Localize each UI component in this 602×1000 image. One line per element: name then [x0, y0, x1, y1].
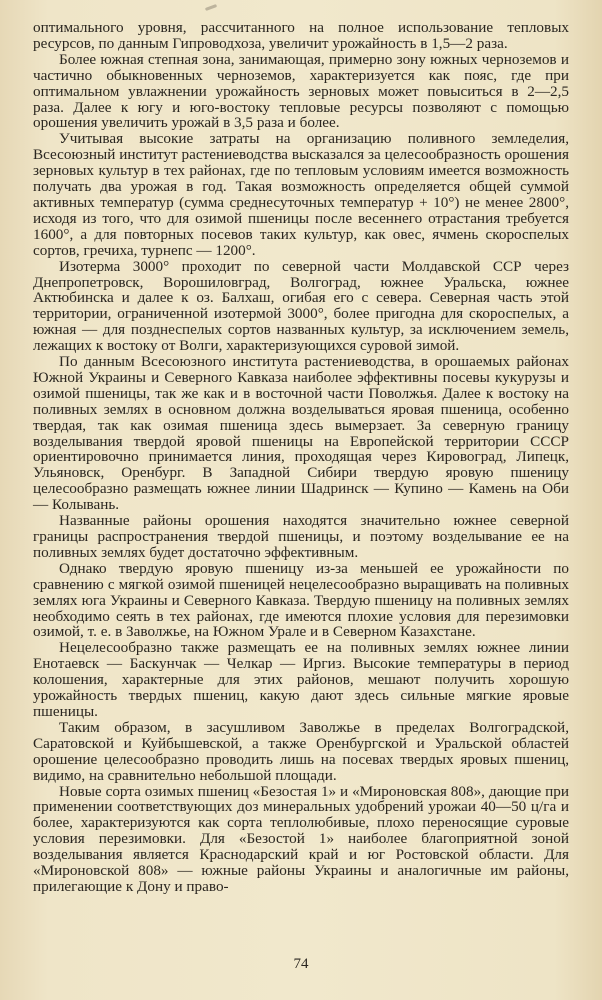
- paragraph-1: оптимального уровня, рассчитанного на полное использование тепловых ресурсов, по данным Гипроводхоза, увеличит урожайность в 1,5—2 раза.: [33, 19, 569, 52]
- paragraph-8: Нецелесообразно также размещать ее на поливных землях южнее линии Енотаевск — Баскунчак — Челкар — Иргиз. Высокие температуры в период колошения, характерные для этих районов, мешают получить хорошую урожайность твердых пшениц, какую дают здесь сильные мягкие яровые пшеницы.: [33, 639, 569, 720]
- paragraph-3: Учитывая высокие затраты на организацию поливного земледелия, Всесоюзный институт растениеводства высказался за целесообразность орошения зерновых культур в тех районах, где по тепловым условиям имеется возможность получать два урожая в год. Такая возможность определяется общей суммой активных температур (сумма среднесуточных температур + 10°) не менее 2800°, исходя из того, что для озимой пшеницы после весеннего отрастания требуется 1600°, а для повторных посевов таких культур, как овес, ячмень скороспелых сортов, гречиха, турнепс — 1200°.: [33, 130, 569, 259]
- page-number: 74: [293, 956, 309, 972]
- paragraph-10: Новые сорта озимых пшениц «Безостая 1» и «Мироновская 808», дающие при применении соответствующих доз минеральных удобрений урожаи 40—50 ц/га и более, характеризуются как сорта теплолюбивые, плохо переносящие суровые условия перезимовки. Для «Безостой 1» наиболее благоприятной зоной возделывания является Краснодарский край и юг Ростовской области. Для «Мироновской 808» — южные районы Украины и аналогичные им районы, прилегающие к Дону и право-: [33, 782, 569, 895]
- ink-smudge: [205, 4, 217, 11]
- paragraph-7: Однако твердую яровую пшеницу из-за меньшей ее урожайности по сравнению с мягкой озимой пшеницей нецелесообразно выращивать на поливных землях юга Украины и Северного Кавказа. Твердую пшеницу на поливных землях необходимо сеять в тех районах, где имеются плохие условия для перезимовки озимой, т. е. в Заволжье, на Южном Урале и в Северном Казахстане.: [33, 559, 569, 641]
- paragraph-2: Более южная степная зона, занимающая, примерно зону южных черноземов и частично обыкновенных черноземов, характеризуется как пояс, где при оптимальном увлажнении урожайность зерновых может повыситься в 2—2,5 раза. Далее к югу и юго-востоку тепловые ресурсы позволяют с помощью орошения увеличить урожай в 3,5 раза и более.: [33, 50, 569, 132]
- paragraph-9: Таким образом, в засушливом Заволжье в пределах Волгоградской, Саратовской и Куйбышевской, а также Оренбургской и Уральской областей орошение целесообразно проводить лишь на посевах твердых яровых пшениц, видимо, на сравнительно небольшой площади.: [33, 718, 569, 784]
- paragraph-5: По данным Всесоюзного института растениеводства, в орошаемых районах Южной Украины и Северного Кавказа наиболее эффективны посевы кукурузы и озимой пшеницы, так же как и в восточной части Поволжья. Далее к востоку на поливных землях в основном должна возделываться яровая пшеница, особенно твердая, так как озимая пшеница здесь вымерзает. За северную границу возделывания твердой яровой пшеницы на Европейской территории СССР ориентировочно принимается линия, проходящая через Кировоград, Липецк, Ульяновск, Оренбург. В Западной Сибири твердую яровую пшеницу целесообразно размещать южнее линии Шадринск — Купино — Камень на Оби — Колывань.: [33, 353, 569, 514]
- paragraph-4: Изотерма 3000° проходит по северной части Молдавской ССР через Днепропетровск, Ворошиловград, Волгоград, южнее Уральска, южнее Актюбинска и далее к оз. Балхаш, огибая его с севера. Северная часть этой территории, ограниченной изотермой 3000°, более пригодна для скороспелых, а южная — для позднеспелых сортов названных культур, за исключением земель, лежащих к востоку от Волги, характеризующихся суровой зимой.: [33, 257, 569, 355]
- paragraph-6: Названные районы орошения находятся значительно южнее северной границы распространения твердой пшеницы, и поэтому возделывание ее на поливных землях будет достаточно эффективным.: [33, 512, 569, 561]
- body-text: [33, 20, 569, 895]
